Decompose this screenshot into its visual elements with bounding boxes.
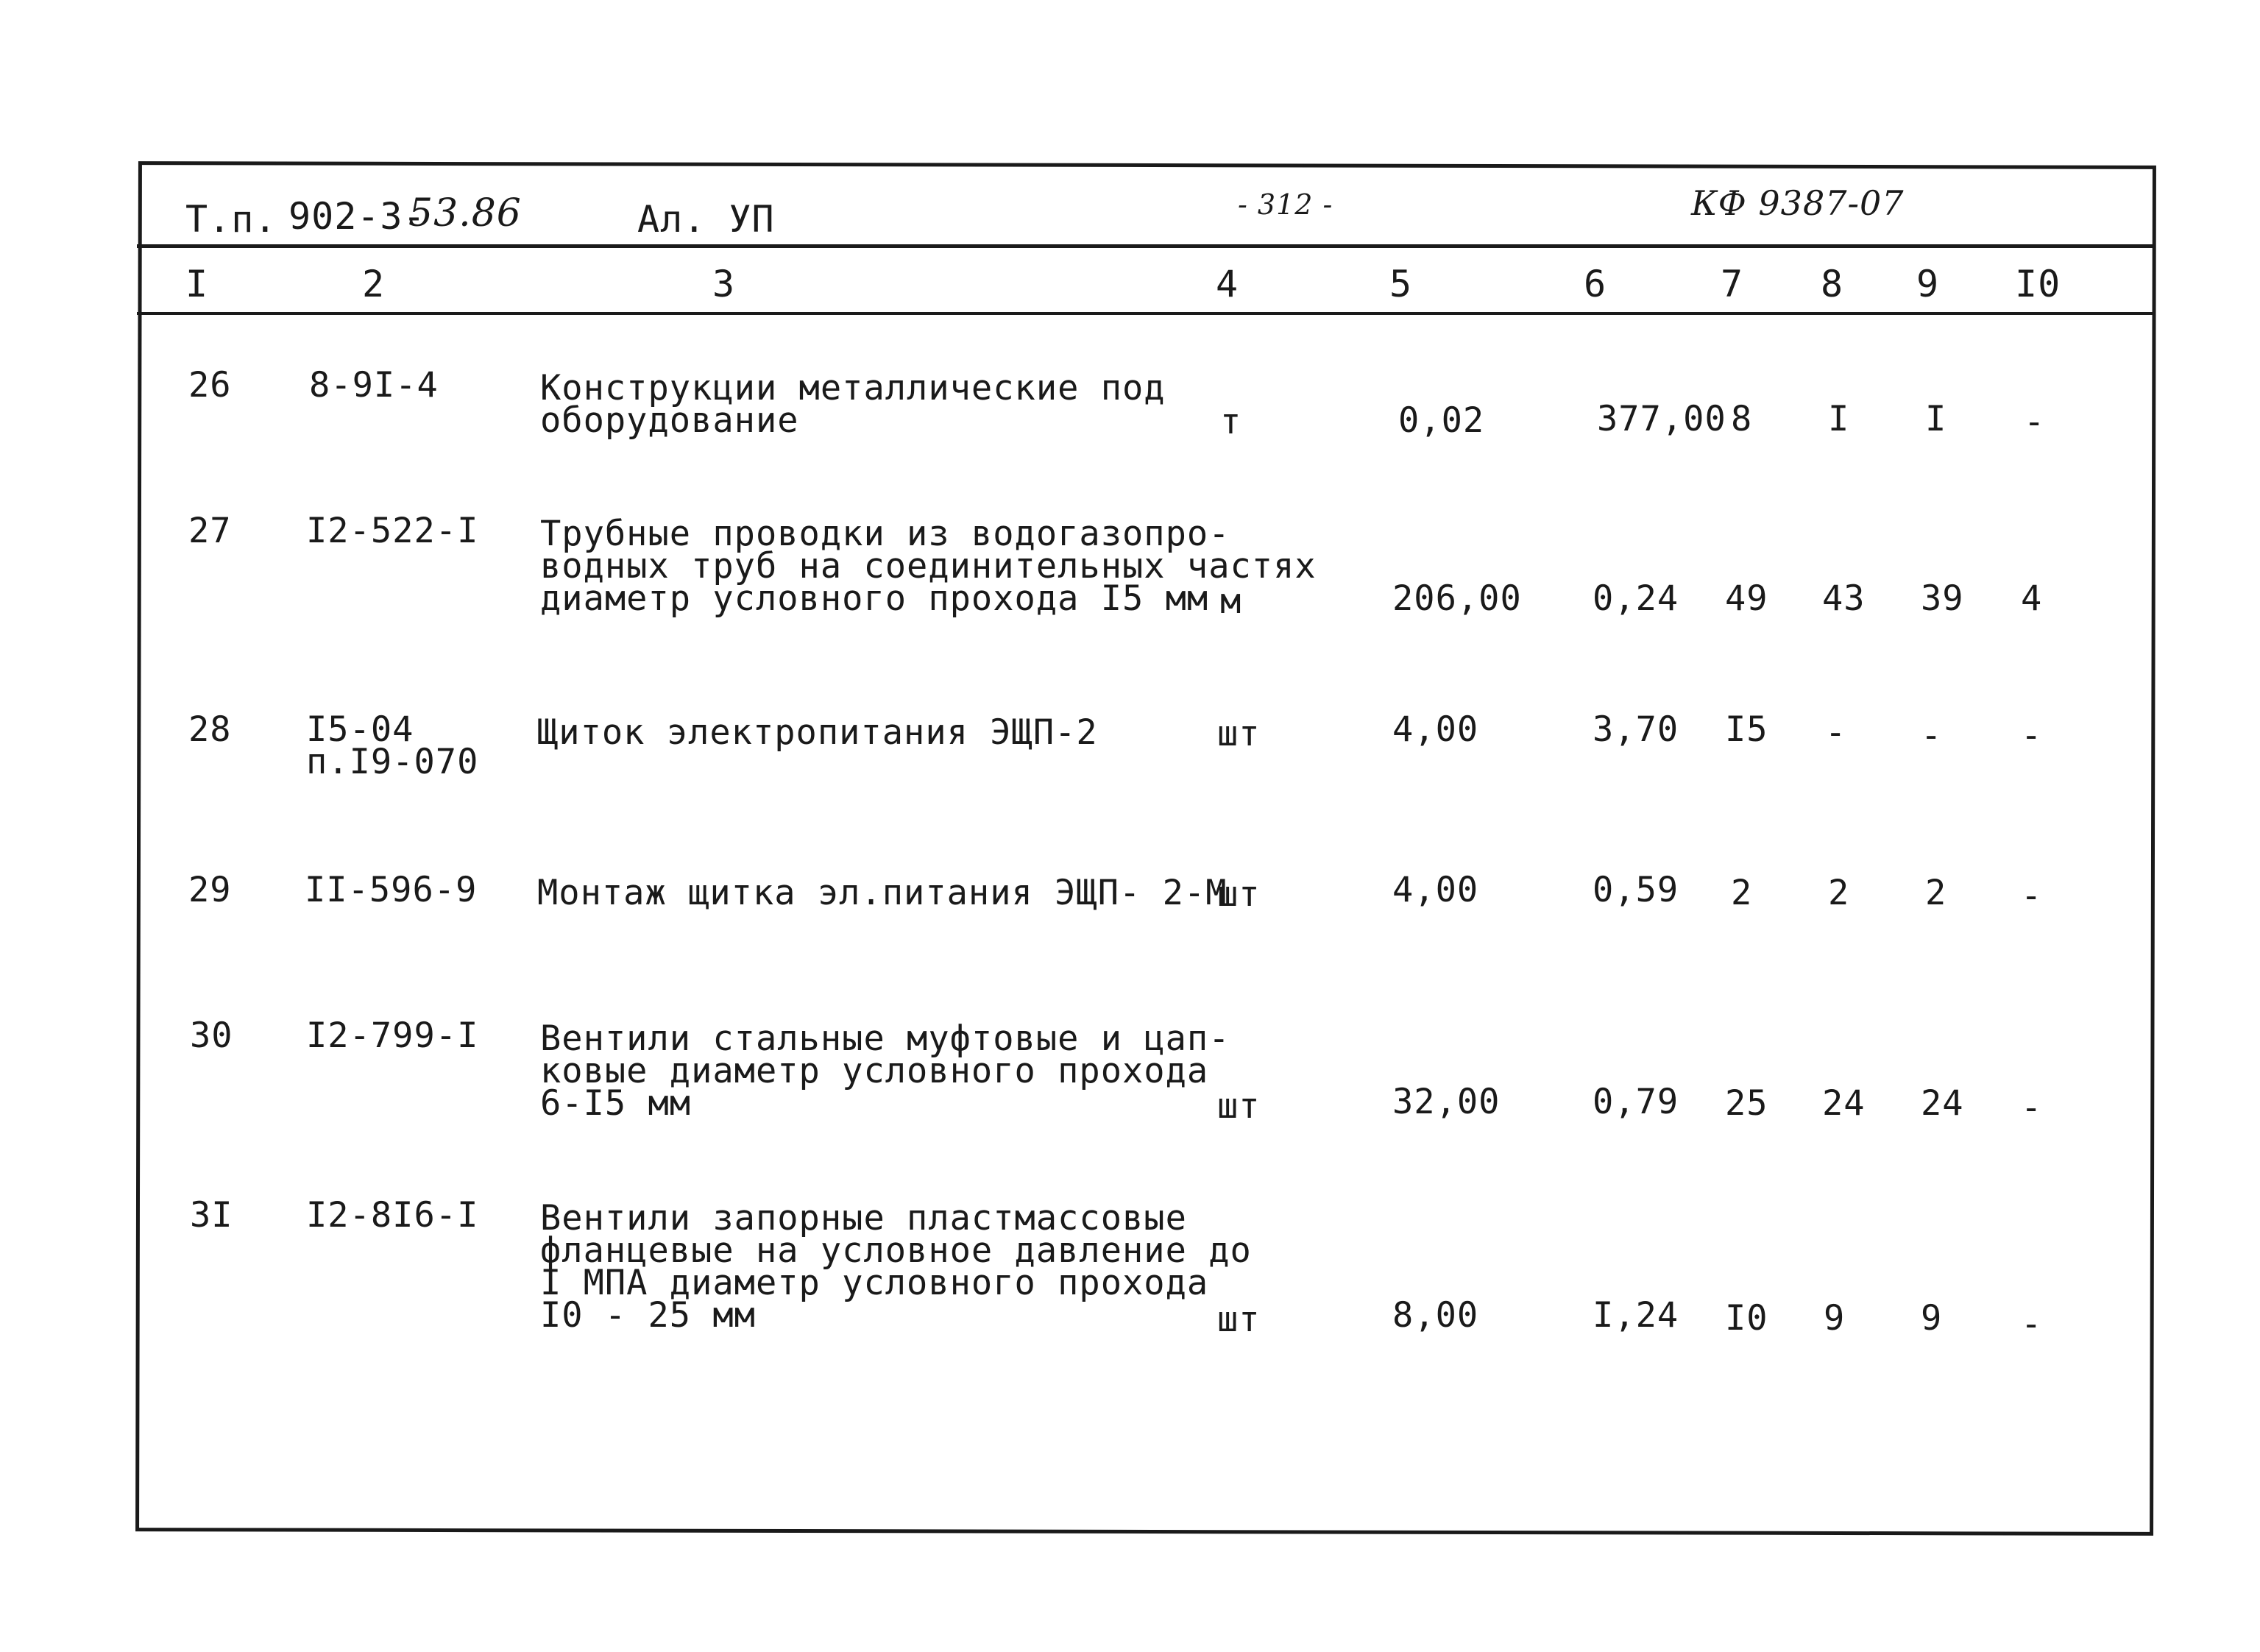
row-description-line: Конструкции металлические под: [540, 368, 1166, 408]
col-header-2: 2: [362, 263, 386, 305]
row-col8: 2: [1828, 873, 1850, 913]
row-code: I2-8I6-I: [306, 1195, 479, 1236]
row-description-line: оборудование: [540, 400, 799, 441]
row-col6: 3,70: [1593, 709, 1679, 750]
row-col7: I5: [1725, 709, 1768, 750]
row-col7: I0: [1725, 1298, 1768, 1339]
row-col9: 9: [1921, 1298, 1943, 1339]
row-description-line: фланцевые на условное давление до: [540, 1230, 1252, 1271]
col-header-7: 7: [1721, 263, 1744, 305]
row-col10: -: [2021, 1304, 2043, 1344]
row-unit: м: [1220, 581, 1242, 622]
row-quantity: 206,00: [1392, 578, 1522, 619]
title-divider: [137, 244, 2155, 248]
row-col6: 0,24: [1593, 578, 1679, 619]
row-unit: шт: [1217, 1300, 1261, 1340]
row-code-line2: п.I9-070: [306, 742, 479, 782]
col-header-6: 6: [1584, 263, 1607, 305]
col-header-8: 8: [1821, 263, 1844, 305]
row-unit: шт: [1217, 714, 1261, 754]
document-code: КФ 9387-07: [1691, 183, 1905, 223]
row-col6: I,24: [1593, 1295, 1679, 1336]
row-col6: 0,79: [1593, 1082, 1679, 1122]
row-col7: 49: [1725, 578, 1768, 619]
row-description-line: Трубные проводки из водогазопро-: [540, 514, 1230, 554]
row-unit: шт: [1217, 874, 1261, 915]
row-number: 28: [188, 709, 232, 750]
row-quantity: 32,00: [1392, 1082, 1501, 1122]
col-header-10: I0: [2015, 263, 2061, 305]
page-number: - 312 -: [1238, 188, 1333, 221]
row-col7: 8: [1731, 399, 1753, 439]
row-description-line: Вентили запорные пластмассовые: [540, 1198, 1187, 1238]
row-description-line: I МПА диаметр условного прохода: [540, 1263, 1209, 1303]
row-description-line: Монтаж щитка эл.питания ЭЩП- 2-М: [537, 873, 1228, 913]
row-col9: -: [1921, 715, 1943, 756]
project-number-printed: 902-3-: [288, 195, 426, 238]
row-code: I5-04: [306, 709, 414, 750]
row-col9: 24: [1921, 1083, 1964, 1124]
row-code: I2-522-I: [306, 511, 479, 551]
row-col7: 25: [1725, 1083, 1768, 1124]
row-col10: -: [2021, 876, 2043, 916]
row-number: 26: [188, 365, 232, 405]
row-description-line: ковые диаметр условного прохода: [540, 1051, 1209, 1091]
row-col10: 4: [2021, 578, 2043, 619]
row-description-line: I0 - 25 мм: [540, 1295, 756, 1336]
row-col8: 24: [1822, 1083, 1866, 1124]
row-col6: 0,59: [1593, 870, 1679, 910]
row-quantity: 4,00: [1392, 870, 1479, 910]
row-col7: 2: [1731, 873, 1753, 913]
row-col6: 377,00: [1597, 399, 1726, 439]
row-number: 30: [190, 1015, 233, 1056]
row-code: I2-799-I: [306, 1015, 479, 1056]
project-label: Т.п.: [185, 198, 277, 241]
row-col8: I: [1828, 399, 1850, 439]
album-label: Ал. УП: [637, 198, 775, 241]
col-header-9: 9: [1916, 263, 1940, 305]
row-col8: -: [1825, 712, 1847, 753]
row-col10: -: [2021, 1088, 2043, 1128]
row-col8: 43: [1822, 578, 1866, 619]
row-quantity: 0,02: [1398, 400, 1485, 441]
row-code: 8-9I-4: [309, 365, 439, 405]
row-unit: т: [1220, 402, 1242, 442]
header-divider: [137, 312, 2155, 315]
row-number: 27: [188, 511, 232, 551]
col-header-5: 5: [1389, 263, 1413, 305]
row-description-line: водных труб на соединительных частях: [540, 546, 1317, 586]
row-quantity: 4,00: [1392, 709, 1479, 750]
row-quantity: 8,00: [1392, 1295, 1479, 1336]
row-unit: шт: [1217, 1086, 1261, 1127]
row-col8: 9: [1824, 1298, 1846, 1339]
row-description-line: 6-I5 мм: [540, 1083, 692, 1124]
row-col9: I: [1925, 399, 1947, 439]
row-col9: 2: [1925, 873, 1947, 913]
row-description-line: Щиток электропитания ЭЩП-2: [537, 712, 1098, 753]
row-code: II-596-9: [305, 870, 478, 910]
col-header-3: 3: [712, 263, 736, 305]
row-col9: 39: [1921, 578, 1964, 619]
row-number: 3I: [190, 1195, 233, 1236]
row-number: 29: [188, 870, 232, 910]
col-header-4: 4: [1216, 263, 1239, 305]
row-description-line: диаметр условного прохода I5 мм: [540, 578, 1209, 619]
project-number-handwritten: 53.86: [408, 191, 522, 235]
row-description-line: Вентили стальные муфтовые и цап-: [540, 1018, 1230, 1059]
col-header-1: I: [185, 263, 209, 305]
row-col10: -: [2021, 715, 2043, 756]
row-col10: -: [2024, 402, 2046, 442]
